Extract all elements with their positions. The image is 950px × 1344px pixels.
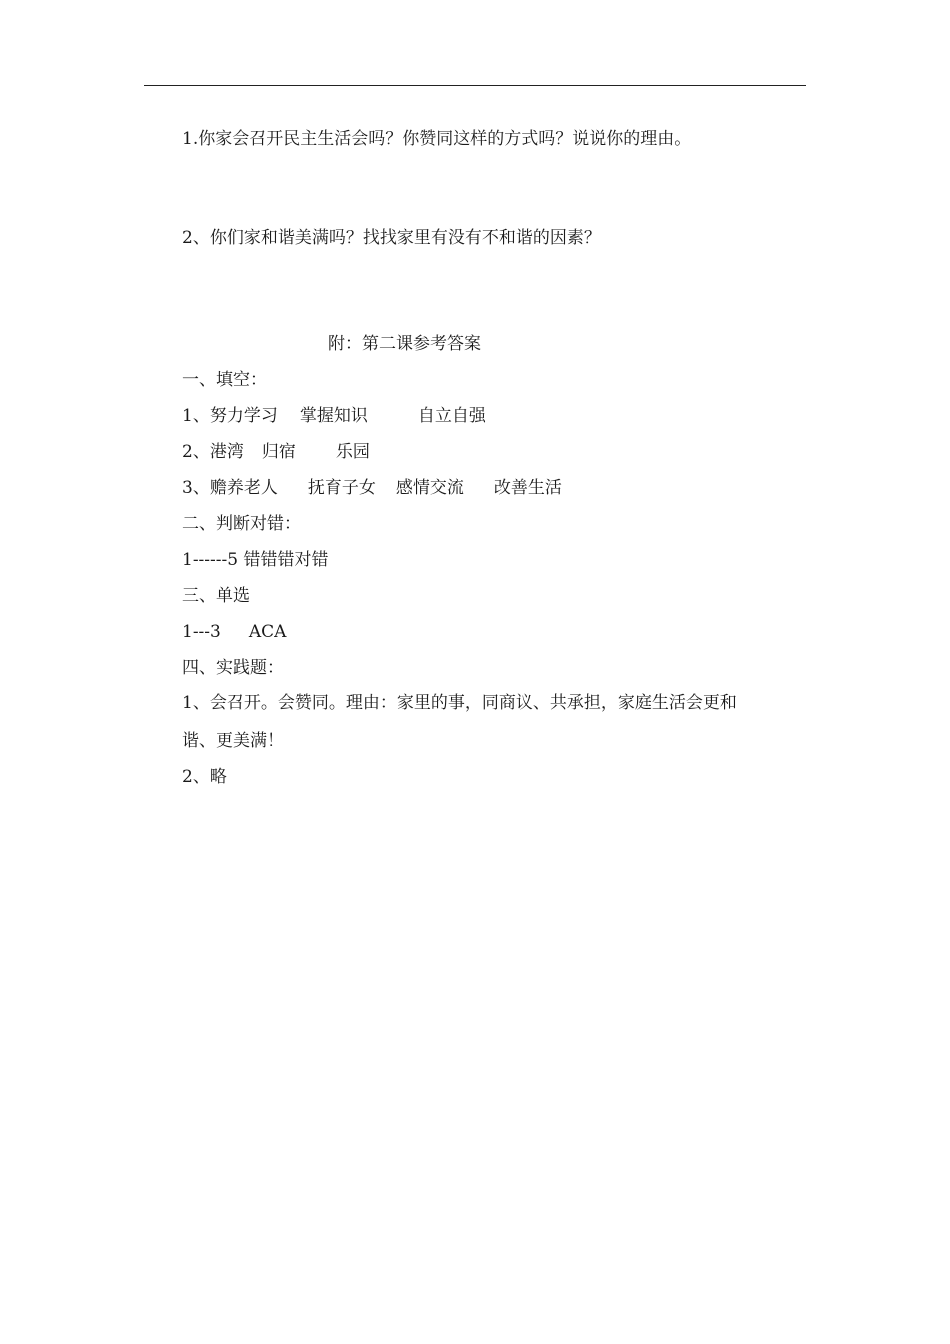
practice-answer-2: 2、略: [182, 767, 227, 787]
fill-answer-2-a: 2、港湾: [182, 442, 244, 462]
fill-answer-3-a: 3、赡养老人: [182, 478, 278, 498]
header-rule: [144, 85, 806, 86]
question-1: 1.你家会召开民主生活会吗？你赞同这样的方式吗？说说你的理由。: [182, 129, 692, 149]
section-3-heading: 三、单选: [182, 586, 250, 606]
fill-answer-2-b: 归宿: [261, 442, 296, 462]
fill-answer-1: [182, 405, 486, 427]
fill-answer-3-c: 感情交流: [395, 478, 464, 498]
judge-answer: 1------5 错错错对错: [182, 550, 329, 570]
section-1-heading: 一、填空：: [182, 370, 267, 390]
choice-answer: [182, 621, 286, 643]
answer-title: 附：第二课参考答案: [328, 334, 481, 354]
section-4-heading: 四、实践题：: [182, 658, 284, 678]
practice-answer-1-line-2: 谐、更美满！: [182, 731, 284, 751]
fill-answer-3: [182, 477, 562, 499]
choice-value: ACA: [248, 622, 287, 642]
fill-answer-2-c: 乐园: [335, 442, 370, 462]
fill-answer-1-a: 1、努力学习: [182, 406, 278, 426]
section-2-heading: 二、判断对错：: [182, 514, 301, 534]
practice-answer-1-line-1: 1、会召开。会赞同。理由：家里的事，同商议、共承担，家庭生活会更和: [182, 693, 737, 713]
fill-answer-3-d: 改善生活: [493, 478, 562, 498]
fill-answer-1-b: 掌握知识: [299, 406, 368, 426]
question-2: 2、你们家和谐美满吗？找找家里有没有不和谐的因素？: [182, 228, 601, 248]
choice-range: 1---3: [182, 622, 221, 642]
fill-answer-3-b: 抚育子女: [307, 478, 376, 498]
fill-answer-2: [182, 441, 370, 463]
fill-answer-1-c: 自立自强: [417, 406, 486, 426]
